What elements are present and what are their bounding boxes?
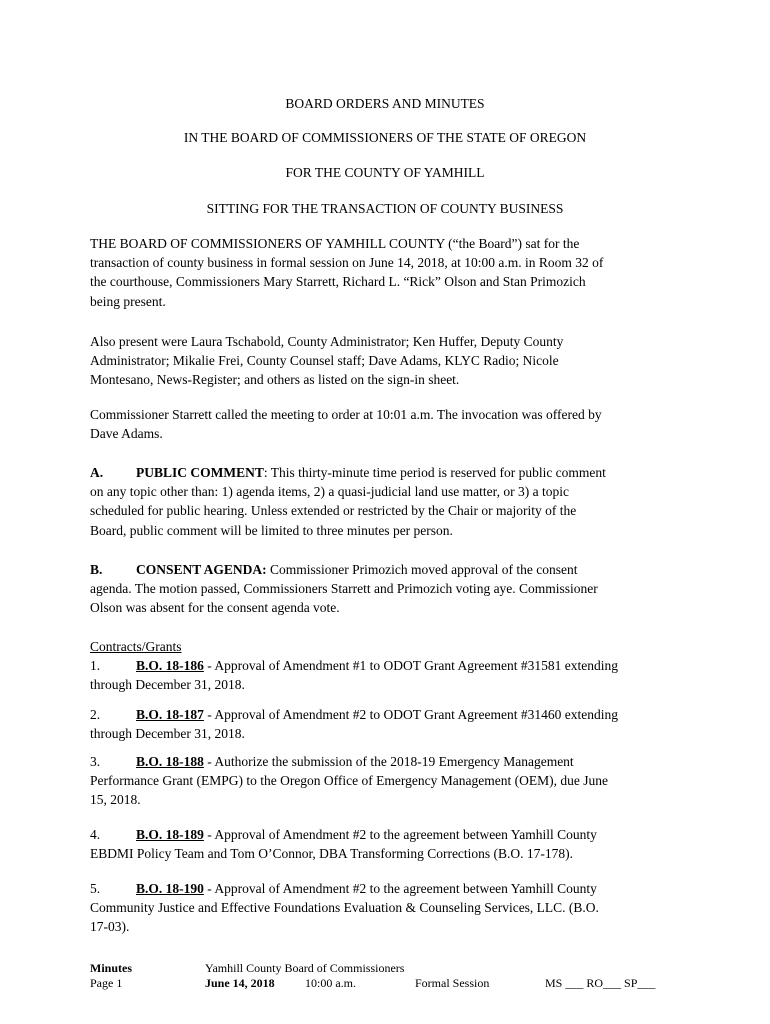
header-sitting: SITTING FOR THE TRANSACTION OF COUNTY BUSINESS xyxy=(206,201,564,216)
section-b-letter: B. xyxy=(90,562,103,577)
call-to-order-paragraph xyxy=(90,405,690,443)
section-b-line: Olson was absent for the consent agenda vote. xyxy=(90,600,340,616)
item-text: Performance Grant (EMPG) to the Oregon Office of Emergency Management (OEM), due June xyxy=(90,773,608,789)
call-line: Commissioner Starrett called the meeting to order at 10:01 a.m. The invocation was offered by xyxy=(90,407,602,422)
intro-line: THE BOARD OF COMMISSIONERS OF YAMHILL COUNTY (“the Board”) sat for the xyxy=(90,236,580,251)
present-line: Also present were Laura Tschabold, County Administrator; Ken Huffer, Deputy County xyxy=(90,334,564,349)
intro-line: being present. xyxy=(90,293,166,309)
item-text: Community Justice and Effective Foundations Evaluation & Counseling Services, LLC. (B.O. xyxy=(90,900,599,916)
board-order-link[interactable]: B.O. 18-189 xyxy=(136,827,204,842)
contracts-heading: Contracts/Grants xyxy=(90,639,182,654)
item-number: 5. xyxy=(90,881,101,896)
item-number: 4. xyxy=(90,827,101,842)
board-order-link[interactable]: B.O. 18-188 xyxy=(136,754,204,769)
section-b-text: Commissioner Primozich moved approval of the consent xyxy=(266,562,578,577)
section-b-line: agenda. The motion passed, Commissioners Starrett and Primozich voting aye. Commissioner xyxy=(90,581,598,597)
section-a-line: on any topic other than: 1) agenda items, 2) a quasi-judicial land use matter, or 3) a topic xyxy=(90,484,569,500)
item-text: 15, 2018. xyxy=(90,792,141,808)
footer-minutes: Minutes xyxy=(90,961,132,975)
call-line: Dave Adams. xyxy=(90,426,163,442)
section-b-consent-agenda xyxy=(90,560,690,618)
item-text: - Approval of Amendment #2 to ODOT Grant Agreement #31460 extending xyxy=(203,707,618,722)
contract-item-3 xyxy=(90,752,690,810)
intro-line: the courthouse, Commissioners Mary Starrett, Richard L. “Rick” Olson and Stan Primozich xyxy=(90,274,586,290)
present-line: Montesano, News-Register; and others as listed on the sign-in sheet. xyxy=(90,372,460,388)
section-a-text: : This thirty-minute time period is reserved for public comment xyxy=(263,465,606,480)
contract-item-5 xyxy=(90,879,690,937)
section-a-public-comment xyxy=(90,463,690,540)
board-order-link[interactable]: B.O. 18-190 xyxy=(136,881,204,896)
footer-time: 10:00 a.m. xyxy=(305,976,356,990)
footer-session: Formal Session xyxy=(415,976,490,990)
contract-item-2 xyxy=(90,705,690,743)
item-number: 1. xyxy=(90,658,101,674)
intro-paragraph xyxy=(90,234,690,311)
item-text: EBDMI Policy Team and Tom O’Connor, DBA Transforming Corrections (B.O. 17-178). xyxy=(90,846,574,862)
item-text: through December 31, 2018. xyxy=(90,677,245,693)
board-order-link[interactable]: B.O. 18-186 xyxy=(136,658,204,674)
header-board: IN THE BOARD OF COMMISSIONERS OF THE STATE OF OREGON xyxy=(183,130,587,145)
header-title: BOARD ORDERS AND MINUTES xyxy=(285,96,485,111)
contracts-block xyxy=(90,637,690,695)
item-text: - Authorize the submission of the 2018-19 Emergency Management xyxy=(203,754,574,769)
present-line: Administrator; Mikalie Frei, County Counsel staff; Dave Adams, KLYC Radio; Nicole xyxy=(90,353,559,369)
header-county: FOR THE COUNTY OF YAMHILL xyxy=(285,165,485,180)
contract-item-4 xyxy=(90,825,690,863)
board-order-link[interactable]: B.O. 18-187 xyxy=(136,707,204,722)
section-a-line: scheduled for public hearing. Unless extended or restricted by the Chair or majority of the xyxy=(90,503,577,519)
item-number: 2. xyxy=(90,707,101,722)
section-a-title: PUBLIC COMMENT xyxy=(136,465,264,480)
item-text: 17-03). xyxy=(90,919,130,935)
section-a-line: Board, public comment will be limited to three minutes per person. xyxy=(90,522,453,538)
section-b-title: CONSENT AGENDA: xyxy=(136,562,267,577)
item-number: 3. xyxy=(90,754,101,769)
intro-line: transaction of county business in formal session on June 14, 2018, at 10:00 a.m. in Room 32 of xyxy=(90,255,604,271)
item-text: through December 31, 2018. xyxy=(90,726,245,742)
present-paragraph xyxy=(90,332,690,390)
item-text: - Approval of Amendment #1 to ODOT Grant Agreement #31581 extending xyxy=(203,658,618,674)
footer-initials: MS ___ RO___ SP___ xyxy=(545,976,656,990)
item-text: - Approval of Amendment #2 to the agreement between Yamhill County xyxy=(203,881,597,896)
footer-date: June 14, 2018 xyxy=(205,976,275,990)
section-a-letter: A. xyxy=(90,465,104,480)
footer-organization: Yamhill County Board of Commissioners xyxy=(205,961,405,975)
item-text: - Approval of Amendment #2 to the agreement between Yamhill County xyxy=(203,827,597,842)
footer-page-number: Page 1 xyxy=(90,976,123,990)
